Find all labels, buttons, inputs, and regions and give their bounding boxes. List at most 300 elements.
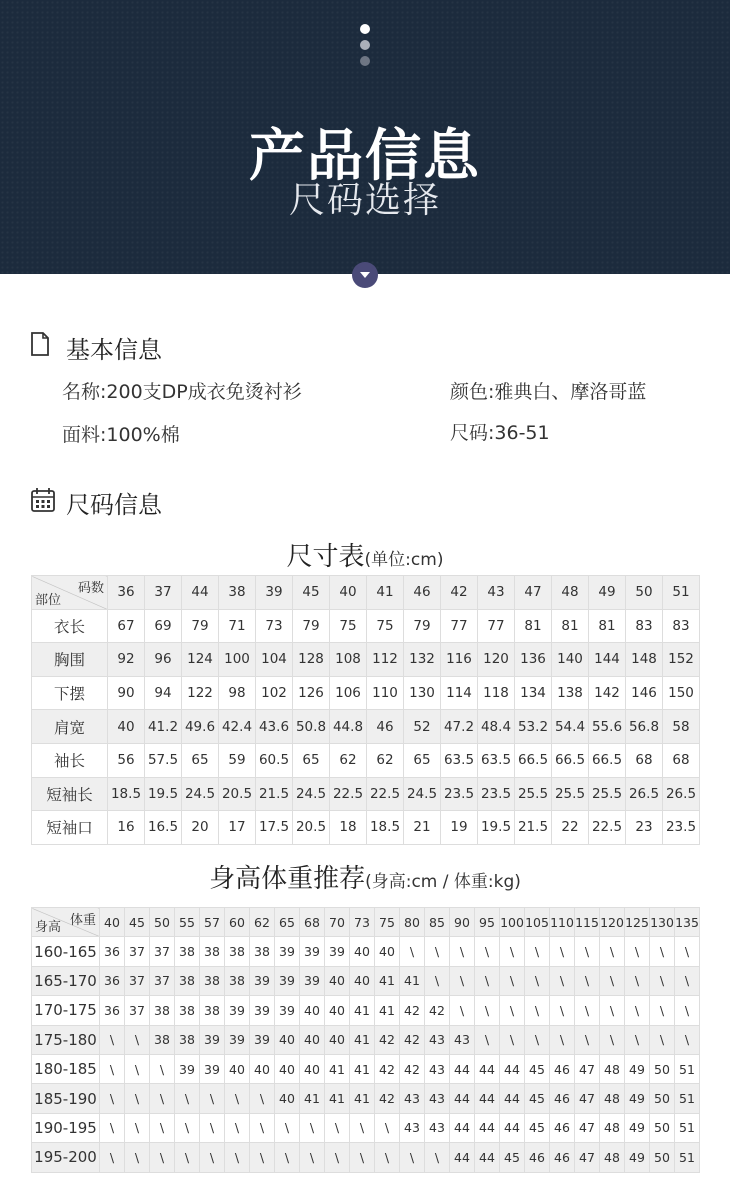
row-label: 肩宽: [32, 710, 108, 744]
table-cell: \: [275, 1143, 300, 1172]
table-cell: 47: [575, 1113, 600, 1142]
table-cell: 94: [145, 676, 182, 710]
table-cell: \: [550, 1025, 575, 1054]
table-cell: \: [175, 1143, 200, 1172]
table-cell: \: [225, 1113, 250, 1142]
table-cell: \: [575, 937, 600, 966]
table-cell: \: [525, 1025, 550, 1054]
table-cell: 44: [450, 1113, 475, 1142]
product-color: 颜色:雅典白、摩洛哥蓝: [450, 381, 647, 403]
table-cell: \: [200, 1143, 225, 1172]
table-cell: 26.5: [663, 777, 700, 811]
table-cell: 46: [367, 710, 404, 744]
table-cell: 138: [552, 676, 589, 710]
table-cell: 50: [650, 1143, 675, 1172]
table-cell: 18: [330, 811, 367, 845]
table-cell: \: [150, 1113, 175, 1142]
table-cell: 44: [450, 1143, 475, 1172]
table-cell: \: [675, 1025, 700, 1054]
table-cell: 116: [441, 643, 478, 677]
table-cell: 44: [475, 1084, 500, 1113]
table-cell: \: [200, 1113, 225, 1142]
table-cell: 150: [663, 676, 700, 710]
table-cell: 50: [650, 1113, 675, 1142]
table-cell: 51: [675, 1113, 700, 1142]
table-cell: 38: [175, 996, 200, 1025]
table-cell: 83: [626, 609, 663, 643]
table-cell: 39: [275, 996, 300, 1025]
table-cell: \: [350, 1113, 375, 1142]
row-label: 下摆: [32, 676, 108, 710]
table-row: [32, 710, 700, 744]
hw_table-header-cell: 135: [675, 908, 700, 937]
table-cell: 18.5: [108, 777, 145, 811]
table-cell: \: [575, 966, 600, 995]
table-cell: 42: [375, 1054, 400, 1083]
size_table-header-cell: 37: [145, 576, 182, 610]
size_table-header-cell: 38: [219, 576, 256, 610]
table-cell: 63.5: [478, 743, 515, 777]
hw_table-header-cell: 110: [550, 908, 575, 937]
table-cell: 40: [225, 1054, 250, 1083]
page-title: 产品信息: [249, 124, 481, 189]
table-cell: \: [675, 996, 700, 1025]
table-cell: 54.4: [552, 710, 589, 744]
table-cell: 23.5: [663, 811, 700, 845]
table-cell: 43: [425, 1084, 450, 1113]
table-cell: \: [650, 937, 675, 966]
table-cell: 44.8: [330, 710, 367, 744]
table-cell: \: [100, 1025, 125, 1054]
table-cell: \: [250, 1084, 275, 1113]
table-cell: \: [600, 996, 625, 1025]
table-cell: 40: [325, 996, 350, 1025]
size_table-header-cell: 41: [367, 576, 404, 610]
hw_table-header-cell: 55: [175, 908, 200, 937]
table-cell: 114: [441, 676, 478, 710]
table-cell: 42: [375, 1025, 400, 1054]
table-cell: 41: [375, 996, 400, 1025]
table-cell: 39: [300, 966, 325, 995]
table-cell: 49: [625, 1054, 650, 1083]
table-cell: 39: [250, 996, 275, 1025]
table-cell: 38: [150, 996, 175, 1025]
table-cell: 20.5: [219, 777, 256, 811]
table-cell: 102: [256, 676, 293, 710]
table-cell: 43: [400, 1113, 425, 1142]
table-cell: 22.5: [330, 777, 367, 811]
row-label: 胸围: [32, 643, 108, 677]
row-label: 165-170: [32, 966, 100, 995]
table-cell: \: [400, 937, 425, 966]
table-cell: 40: [325, 1025, 350, 1054]
table-cell: \: [125, 1054, 150, 1083]
table-cell: 40: [250, 1054, 275, 1083]
table-cell: 62: [367, 743, 404, 777]
size_table-header-cell: 40: [330, 576, 367, 610]
table-cell: 37: [125, 937, 150, 966]
table-cell: 44: [500, 1084, 525, 1113]
table-cell: 21.5: [256, 777, 293, 811]
table-row: [32, 937, 700, 966]
table-cell: \: [150, 1143, 175, 1172]
table-cell: \: [600, 966, 625, 995]
table-cell: 25.5: [552, 777, 589, 811]
table-cell: 79: [293, 609, 330, 643]
table-cell: 36: [100, 996, 125, 1025]
table-cell: \: [650, 966, 675, 995]
table-cell: 39: [275, 937, 300, 966]
table-cell: 92: [108, 643, 145, 677]
table-cell: \: [325, 1143, 350, 1172]
table-cell: 140: [552, 643, 589, 677]
table-cell: 45: [525, 1084, 550, 1113]
table-cell: \: [550, 996, 575, 1025]
table-cell: 16.5: [145, 811, 182, 845]
size-table: [31, 575, 700, 845]
table-cell: 20.5: [293, 811, 330, 845]
table-cell: \: [375, 1113, 400, 1142]
table-cell: 40: [375, 937, 400, 966]
table-cell: 19.5: [478, 811, 515, 845]
table-cell: \: [425, 937, 450, 966]
table-cell: \: [150, 1054, 175, 1083]
table-cell: \: [675, 966, 700, 995]
table-cell: 63.5: [441, 743, 478, 777]
table-row: [32, 1084, 700, 1113]
table-cell: 22.5: [367, 777, 404, 811]
table-cell: 24.5: [293, 777, 330, 811]
table-cell: 81: [589, 609, 626, 643]
table-cell: 38: [200, 966, 225, 995]
table-cell: 57.5: [145, 743, 182, 777]
table-cell: 43: [450, 1025, 475, 1054]
table-cell: 21: [404, 811, 441, 845]
size_table-header-cell: 51: [663, 576, 700, 610]
table-cell: \: [175, 1084, 200, 1113]
table-cell: 23.5: [478, 777, 515, 811]
table-cell: 50: [650, 1054, 675, 1083]
table-cell: 39: [325, 937, 350, 966]
table-cell: 65: [404, 743, 441, 777]
table-cell: 142: [589, 676, 626, 710]
table-cell: \: [475, 996, 500, 1025]
table-cell: 38: [200, 996, 225, 1025]
table-row: [32, 1025, 700, 1054]
table-cell: 17: [219, 811, 256, 845]
hw_table-header-cell: 115: [575, 908, 600, 937]
table-cell: 122: [182, 676, 219, 710]
table-cell: 40: [300, 1054, 325, 1083]
table-cell: 67: [108, 609, 145, 643]
table-cell: 39: [225, 996, 250, 1025]
table-cell: 25.5: [589, 777, 626, 811]
table-cell: 104: [256, 643, 293, 677]
table-cell: 45: [500, 1143, 525, 1172]
table-cell: 42: [400, 1025, 425, 1054]
table-cell: \: [475, 1025, 500, 1054]
table-row: [32, 1143, 700, 1172]
table-cell: 40: [300, 996, 325, 1025]
table-cell: 22: [552, 811, 589, 845]
table-cell: 45: [525, 1054, 550, 1083]
table-cell: \: [150, 1084, 175, 1113]
table-cell: 71: [219, 609, 256, 643]
table-cell: 16: [108, 811, 145, 845]
hw_table-header-cell: 62: [250, 908, 275, 937]
table-cell: \: [450, 966, 475, 995]
table-cell: 40: [325, 966, 350, 995]
table-cell: \: [100, 1084, 125, 1113]
table-cell: 43.6: [256, 710, 293, 744]
table-cell: \: [100, 1113, 125, 1142]
table-cell: 73: [256, 609, 293, 643]
table-cell: \: [425, 966, 450, 995]
table-cell: 39: [200, 1025, 225, 1054]
table-cell: 41: [400, 966, 425, 995]
table-cell: 39: [250, 966, 275, 995]
table-cell: 48: [600, 1143, 625, 1172]
hw_table-header-cell: 85: [425, 908, 450, 937]
table-cell: 46: [550, 1054, 575, 1083]
table-cell: 120: [478, 643, 515, 677]
table-cell: 47: [575, 1084, 600, 1113]
table-cell: 96: [145, 643, 182, 677]
table-cell: 98: [219, 676, 256, 710]
table-cell: 124: [182, 643, 219, 677]
table-cell: \: [500, 996, 525, 1025]
height-weight-table: [31, 907, 700, 1173]
row-label: 185-190: [32, 1084, 100, 1113]
table-cell: 39: [300, 937, 325, 966]
table-cell: 68: [626, 743, 663, 777]
table-cell: 134: [515, 676, 552, 710]
table-cell: 66.5: [552, 743, 589, 777]
table-row: [32, 676, 700, 710]
table-cell: \: [525, 996, 550, 1025]
table-cell: 40: [275, 1025, 300, 1054]
table-cell: \: [625, 1025, 650, 1054]
table-cell: 66.5: [589, 743, 626, 777]
table-cell: \: [500, 937, 525, 966]
table-cell: 39: [250, 1025, 275, 1054]
row-label: 180-185: [32, 1054, 100, 1083]
table-cell: 44: [475, 1113, 500, 1142]
table-cell: 83: [663, 609, 700, 643]
table-cell: \: [325, 1113, 350, 1142]
table-cell: 51: [675, 1143, 700, 1172]
table-cell: \: [350, 1143, 375, 1172]
size_table-header-cell: 47: [515, 576, 552, 610]
table-cell: 19.5: [145, 777, 182, 811]
table-cell: 38: [175, 1025, 200, 1054]
table-cell: 41: [350, 996, 375, 1025]
table-cell: 37: [125, 966, 150, 995]
table-cell: \: [525, 937, 550, 966]
table-cell: 49: [625, 1113, 650, 1142]
table-row: [32, 1113, 700, 1142]
table-cell: \: [575, 1025, 600, 1054]
table-row: [32, 777, 700, 811]
table-cell: \: [675, 937, 700, 966]
table-cell: \: [650, 1025, 675, 1054]
table-row: [32, 966, 700, 995]
table-cell: 23: [626, 811, 663, 845]
size_table-header-cell: 36: [108, 576, 145, 610]
row-label: 195-200: [32, 1143, 100, 1172]
table-cell: 50: [650, 1084, 675, 1113]
hw_table-header-cell: 120: [600, 908, 625, 937]
table-cell: 126: [293, 676, 330, 710]
table-row: [32, 1054, 700, 1083]
table-cell: 62: [330, 743, 367, 777]
table-cell: \: [125, 1084, 150, 1113]
hw_table-header-cell: 65: [275, 908, 300, 937]
table-cell: 49: [625, 1143, 650, 1172]
table-cell: 128: [293, 643, 330, 677]
size_table-header-cell: 42: [441, 576, 478, 610]
hw_table-header-cell: 40: [100, 908, 125, 937]
hw_table-header-cell: 130: [650, 908, 675, 937]
table-cell: 43: [425, 1113, 450, 1142]
table-cell: 40: [350, 966, 375, 995]
table-cell: \: [125, 1143, 150, 1172]
hw_table-header-cell: 80: [400, 908, 425, 937]
table-cell: 75: [330, 609, 367, 643]
size_table-header-cell: 48: [552, 576, 589, 610]
table-cell: 38: [175, 937, 200, 966]
table-cell: 37: [150, 966, 175, 995]
table-cell: 20: [182, 811, 219, 845]
table-cell: 40: [350, 937, 375, 966]
table-cell: 100: [219, 643, 256, 677]
size-table-corner: 码数 部位: [32, 576, 108, 610]
table-cell: 46: [550, 1113, 575, 1142]
table-cell: 51: [675, 1054, 700, 1083]
table-cell: 65: [182, 743, 219, 777]
hw_table-header-cell: 73: [350, 908, 375, 937]
table-cell: 36: [100, 937, 125, 966]
table-cell: 43: [425, 1054, 450, 1083]
row-label: 160-165: [32, 937, 100, 966]
table-cell: 48: [600, 1054, 625, 1083]
table-cell: 68: [663, 743, 700, 777]
hw-header-row: [32, 908, 700, 937]
size-table-title: 尺寸表(单位:cm): [286, 542, 444, 572]
table-cell: \: [100, 1143, 125, 1172]
table-cell: \: [550, 937, 575, 966]
size_table-header-cell: 44: [182, 576, 219, 610]
table-cell: 44: [475, 1143, 500, 1172]
table-cell: 44: [450, 1054, 475, 1083]
size_table-header-cell: 43: [478, 576, 515, 610]
table-cell: 22.5: [589, 811, 626, 845]
table-cell: 152: [663, 643, 700, 677]
table-cell: 132: [404, 643, 441, 677]
row-label: 170-175: [32, 996, 100, 1025]
table-cell: 41: [350, 1084, 375, 1113]
size_table-header-cell: 49: [589, 576, 626, 610]
table-cell: 46: [550, 1143, 575, 1172]
table-cell: \: [300, 1143, 325, 1172]
table-cell: 40: [275, 1054, 300, 1083]
table-cell: 24.5: [404, 777, 441, 811]
row-label: 短袖口: [32, 811, 108, 845]
table-cell: 49: [625, 1084, 650, 1113]
table-cell: 47.2: [441, 710, 478, 744]
table-cell: 25.5: [515, 777, 552, 811]
table-cell: \: [100, 1054, 125, 1083]
table-cell: 42: [400, 1054, 425, 1083]
table-cell: \: [475, 937, 500, 966]
table-cell: 39: [175, 1054, 200, 1083]
table-cell: 130: [404, 676, 441, 710]
table-cell: 48: [600, 1113, 625, 1142]
table-cell: 38: [250, 937, 275, 966]
table-cell: 41: [375, 966, 400, 995]
table-cell: \: [450, 996, 475, 1025]
table-cell: 47: [575, 1143, 600, 1172]
table-cell: 23.5: [441, 777, 478, 811]
table-cell: 51: [675, 1084, 700, 1113]
table-cell: 60.5: [256, 743, 293, 777]
product-size-range: 尺码:36-51: [450, 422, 550, 444]
table-cell: 21.5: [515, 811, 552, 845]
table-cell: \: [275, 1113, 300, 1142]
table-cell: 19: [441, 811, 478, 845]
hw_table-header-cell: 125: [625, 908, 650, 937]
table-cell: 41: [300, 1084, 325, 1113]
table-cell: 118: [478, 676, 515, 710]
table-cell: 112: [367, 643, 404, 677]
table-cell: 108: [330, 643, 367, 677]
table-row: [32, 996, 700, 1025]
table-cell: 24.5: [182, 777, 219, 811]
table-cell: 144: [589, 643, 626, 677]
chevron-down-icon[interactable]: [352, 262, 378, 288]
table-cell: 66.5: [515, 743, 552, 777]
table-cell: \: [500, 1025, 525, 1054]
vertical-dots-icon: [359, 24, 371, 72]
table-cell: 46: [550, 1084, 575, 1113]
table-row: [32, 743, 700, 777]
table-cell: 44: [475, 1054, 500, 1083]
table-cell: \: [375, 1143, 400, 1172]
table-cell: \: [400, 1143, 425, 1172]
table-cell: 38: [225, 966, 250, 995]
hw_table-header-cell: 105: [525, 908, 550, 937]
table-cell: 41.2: [145, 710, 182, 744]
table-cell: 40: [108, 710, 145, 744]
table-cell: 44: [450, 1084, 475, 1113]
table-cell: \: [175, 1113, 200, 1142]
table-cell: \: [300, 1113, 325, 1142]
table-cell: 39: [225, 1025, 250, 1054]
hw_table-header-cell: 57: [200, 908, 225, 937]
header-banner: [0, 0, 730, 274]
table-cell: 44: [500, 1054, 525, 1083]
table-cell: \: [250, 1143, 275, 1172]
table-cell: 38: [200, 937, 225, 966]
table-cell: 26.5: [626, 777, 663, 811]
table-cell: 148: [626, 643, 663, 677]
table-cell: 42: [400, 996, 425, 1025]
table-cell: 58: [663, 710, 700, 744]
table-cell: 81: [515, 609, 552, 643]
table-cell: \: [225, 1143, 250, 1172]
table-cell: 17.5: [256, 811, 293, 845]
table-cell: \: [550, 966, 575, 995]
